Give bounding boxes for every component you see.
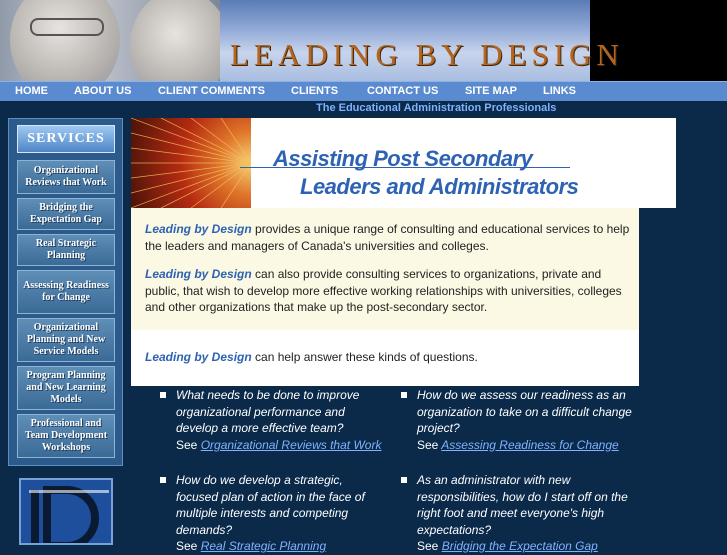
nav-site-map[interactable]: SITE MAP bbox=[465, 85, 517, 97]
link-strategic-planning[interactable]: Real Strategic Planning bbox=[200, 539, 327, 553]
question-item: As an administrator with new responsibilities, how do I start off on the right foot and meet everyone's high expectations? See Bridging the Expectation Gap bbox=[417, 473, 628, 553]
tagline-bar bbox=[0, 101, 727, 118]
sidebar-item-program-planning[interactable]: Program Planning and New Learning Models bbox=[17, 366, 115, 410]
header-photo bbox=[0, 0, 220, 81]
logo bbox=[19, 478, 113, 545]
link-assessing-readiness[interactable]: Assessing Readiness for Change bbox=[441, 437, 619, 452]
sidebar-item-organizational-reviews[interactable]: Organizational Reviews that Work bbox=[17, 160, 115, 194]
nav-links[interactable]: LINKS bbox=[543, 85, 576, 97]
sidebar-item-organizational-planning[interactable]: Organizational Planning and New Service Models bbox=[17, 318, 115, 362]
services-heading: SERVICES bbox=[17, 125, 115, 153]
brand-name: Leading by Design bbox=[145, 350, 252, 364]
question-item: How do we assess our readiness as an organization to take on a difficult change project? See Assessing Readiness for Change bbox=[417, 388, 632, 452]
bullet-icon bbox=[160, 477, 166, 483]
bullet-icon bbox=[160, 392, 166, 398]
bullet-icon bbox=[401, 392, 407, 398]
sidebar-item-strategic-planning[interactable]: Real Strategic Planning bbox=[17, 234, 115, 266]
intro-paragraph-2: Leading by Design can also provide consulting services to organizations, private and public, that wish to develop more effective working relationships with universities, colleges and other organizations that make up the post-secondary sector. bbox=[145, 267, 622, 314]
top-nav bbox=[0, 81, 727, 102]
nav-home[interactable]: HOME bbox=[15, 85, 48, 97]
hero-heading-line1: Assisting Post Secondary bbox=[273, 146, 533, 171]
intro-paragraph-3: Leading by Design can help answer these kinds of questions. bbox=[145, 350, 478, 364]
brand-name: Leading by Design bbox=[145, 267, 252, 281]
bullet-icon bbox=[401, 477, 407, 483]
nav-client-comments[interactable]: CLIENT COMMENTS bbox=[158, 85, 265, 97]
hero-heading-line2: Leaders and Administrators bbox=[300, 174, 579, 199]
site-title: LEADING BY DESIGN bbox=[230, 37, 624, 72]
sidebar-item-assessing-readiness[interactable]: Assessing Readiness for Change bbox=[17, 270, 115, 314]
question-item: How do we develop a strategic, focused plan of action in the face of multiple interests and competing demands? See Real Strategic Planning bbox=[176, 473, 365, 553]
tagline: The Educational Administration Professionals bbox=[316, 102, 557, 114]
nav-clients[interactable]: CLIENTS bbox=[291, 85, 339, 97]
link-bridging-expectation-gap[interactable]: Bridging the Expectation Gap bbox=[441, 539, 598, 553]
hero-art bbox=[131, 118, 251, 208]
sidebar-item-bridging-expectation-gap[interactable]: Bridging the Expectation Gap bbox=[17, 198, 115, 230]
nav-contact-us[interactable]: CONTACT US bbox=[367, 85, 439, 97]
sidebar-item-professional-development[interactable]: Professional and Team Development Workshops bbox=[17, 414, 115, 458]
nav-about-us[interactable]: ABOUT US bbox=[74, 85, 132, 97]
brand-name: Leading by Design bbox=[145, 222, 252, 236]
link-organizational-reviews[interactable]: Organizational Reviews that Work bbox=[200, 437, 382, 452]
intro-paragraph-1: Leading by Design provides a unique range of consulting and educational services to help the leaders and managers of Canada's universities and colleges. bbox=[145, 222, 630, 253]
question-item: What needs to be done to improve organizational performance and develop a more effective team? See Organizational Reviews that Work bbox=[176, 388, 382, 452]
